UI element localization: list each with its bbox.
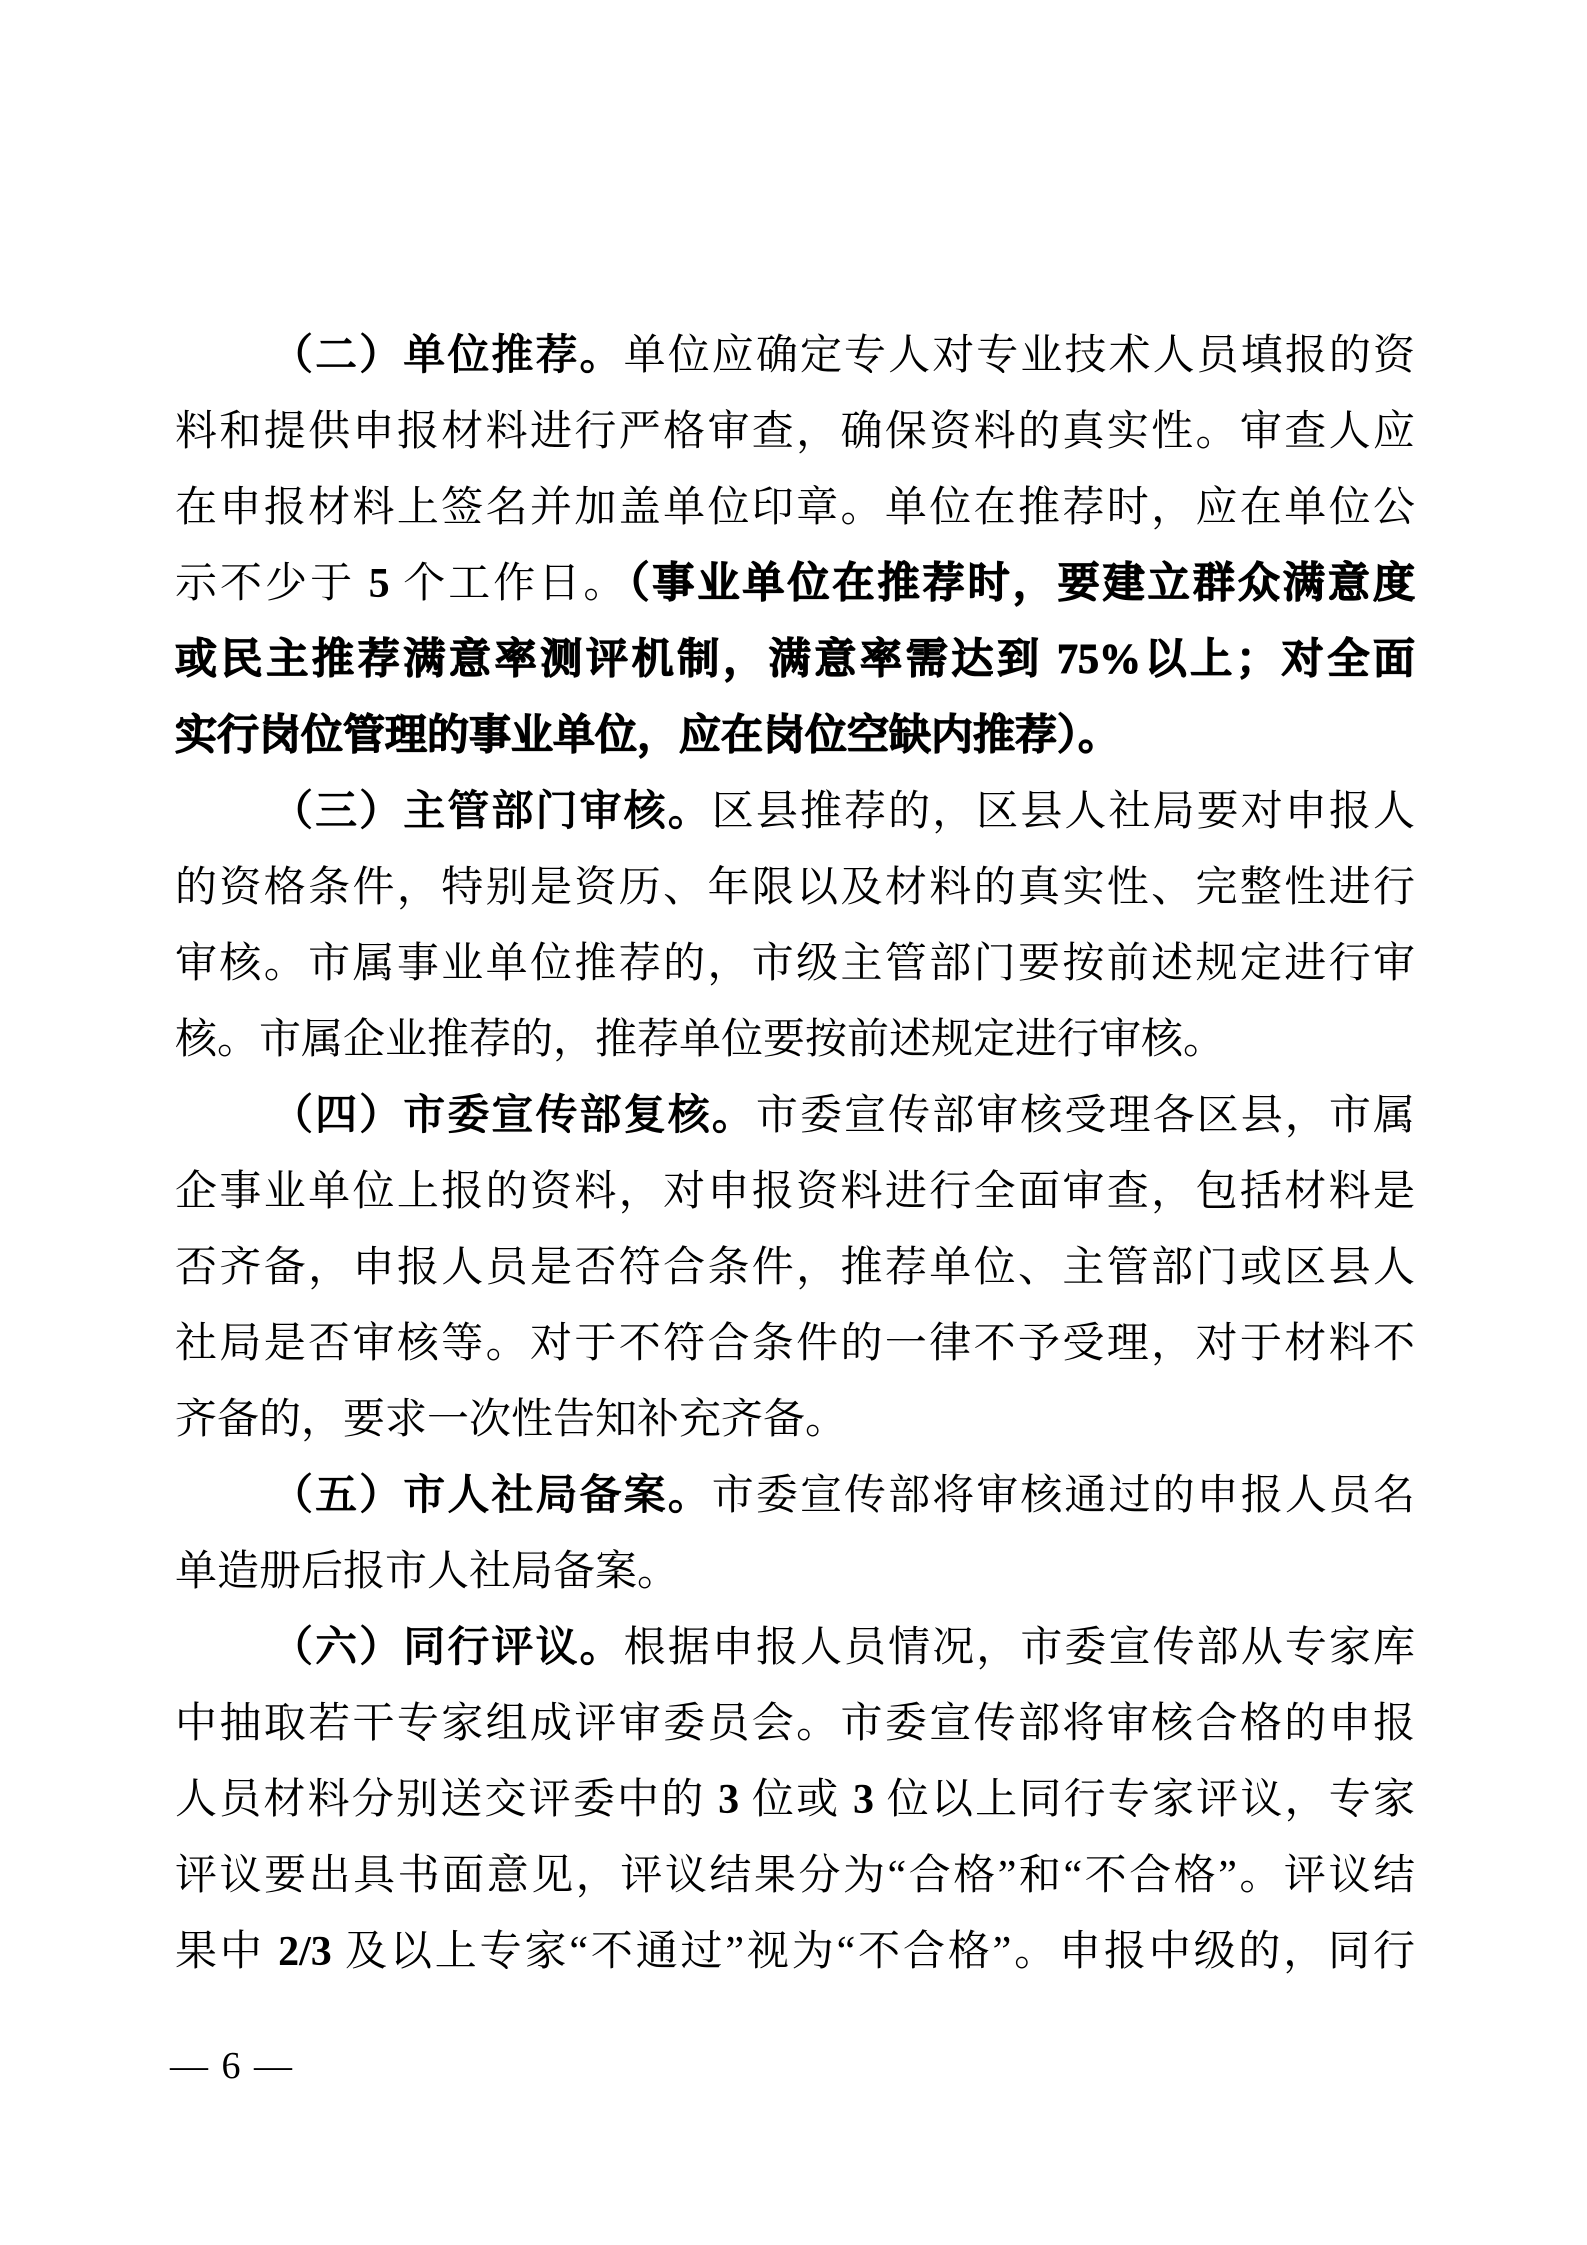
text-segment-body: 齐备的，要求一次性告知补充齐备。 bbox=[175, 1397, 848, 1443]
text-segment-head: （四）市委宣传部复核。 bbox=[271, 1093, 756, 1139]
text-segment-body: 企事业单位上报的资料，对申报资料进行全面审查，包括材料是 bbox=[175, 1169, 1415, 1215]
text-segment-body: 的资格条件，特别是资历、年限以及材料的真实性、完整性进行 bbox=[175, 865, 1415, 911]
text-segment-body: 果中 bbox=[175, 1929, 265, 1975]
text-segment-body: 个工作日。 bbox=[403, 561, 629, 607]
text-line bbox=[175, 470, 1415, 546]
text-line bbox=[175, 1838, 1415, 1914]
text-segment-body: 核。市属企业推荐的，推荐单位要按前述规定进行审核。 bbox=[175, 1017, 1226, 1063]
text-line bbox=[175, 1230, 1415, 1306]
text-line bbox=[175, 774, 1415, 850]
text-segment-body: 否齐备，申报人员是否符合条件，推荐单位、主管部门或区县人 bbox=[175, 1245, 1415, 1291]
page-number: — 6 — bbox=[170, 2045, 294, 2087]
text-segment-body: 料和提供申报材料进行严格审查，确保资料的真实性。审查人应 bbox=[175, 409, 1415, 455]
text-segment-body: 人员材料分别送交评委中的 bbox=[175, 1777, 706, 1823]
text-segment-head: （二）单位推荐。 bbox=[271, 333, 624, 379]
text-line bbox=[175, 1686, 1415, 1762]
text-line bbox=[175, 394, 1415, 470]
text-line bbox=[175, 1534, 1415, 1610]
text-line bbox=[175, 622, 1415, 698]
text-line bbox=[175, 926, 1415, 1002]
text-line bbox=[175, 1458, 1415, 1534]
text-segment-body: 中抽取若干专家组成评审委员会。市委宣传部将审核合格的申报 bbox=[175, 1701, 1415, 1747]
text-line bbox=[175, 318, 1415, 394]
text-segment-body: 在申报材料上签名并加盖单位印章。单位在推荐时，应在单位公 bbox=[175, 485, 1415, 531]
text-segment-head: （三）主管部门审核。 bbox=[271, 789, 712, 835]
text-line bbox=[175, 1306, 1415, 1382]
text-segment-body: 单位应确定专人对专业技术人员填报的资 bbox=[623, 333, 1415, 379]
text-segment-body: 审核。市属事业单位推荐的，市级主管部门要按前述规定进行审 bbox=[175, 941, 1415, 987]
text-segment-body: 单造册后报市人社局备案。 bbox=[175, 1549, 680, 1595]
text-segment-body: 社局是否审核等。对于不符合条件的一律不予受理，对于材料不 bbox=[175, 1321, 1415, 1367]
page-footer bbox=[170, 2042, 294, 2090]
text-line bbox=[175, 1154, 1415, 1230]
text-segment-strong: （事业单位在推荐时，要建立群众满意度 bbox=[628, 561, 1415, 607]
text-line bbox=[175, 1382, 1415, 1458]
text-segment-body: 位或 bbox=[751, 1777, 841, 1823]
text-line bbox=[175, 1002, 1415, 1078]
document-body bbox=[175, 318, 1415, 1990]
text-line bbox=[175, 1078, 1415, 1154]
text-line bbox=[175, 1762, 1415, 1838]
text-segment-num: 3 bbox=[705, 1777, 752, 1823]
text-segment-num: 5 bbox=[355, 561, 404, 607]
text-line bbox=[175, 698, 1415, 774]
text-segment-strong: 实行岗位管理的事业单位，应在岗位空缺内推荐）。 bbox=[175, 713, 1121, 759]
text-segment-head: （五）市人社局备案。 bbox=[271, 1473, 712, 1519]
text-line bbox=[175, 850, 1415, 926]
text-line bbox=[175, 1914, 1415, 1990]
text-segment-body: 市委宣传部审核受理各区县，市属 bbox=[755, 1093, 1415, 1139]
text-segment-head: （六）同行评议。 bbox=[271, 1625, 624, 1671]
text-segment-body: 及以上专家“不通过”视为“不合格”。申报中级的，同行 bbox=[345, 1929, 1415, 1975]
text-segment-num: 3 bbox=[840, 1777, 887, 1823]
text-segment-body: 位以上同行专家评议，专家 bbox=[886, 1777, 1415, 1823]
text-segment-strong: 或民主推荐满意率测评机制，满意率需达到 75%以上；对全面 bbox=[175, 637, 1415, 683]
text-segment-body: 评议要出具书面意见，评议结果分为“合格”和“不合格”。评议结 bbox=[175, 1853, 1415, 1899]
text-segment-body: 市委宣传部将审核通过的申报人员名 bbox=[711, 1473, 1415, 1519]
text-line bbox=[175, 1610, 1415, 1686]
text-segment-body: 区县推荐的，区县人社局要对申报人 bbox=[711, 789, 1415, 835]
text-segment-body: 示不少于 bbox=[175, 561, 356, 607]
text-segment-body: 根据申报人员情况，市委宣传部从专家库 bbox=[623, 1625, 1415, 1671]
text-segment-num: 2/3 bbox=[264, 1929, 346, 1975]
text-line bbox=[175, 546, 1415, 622]
